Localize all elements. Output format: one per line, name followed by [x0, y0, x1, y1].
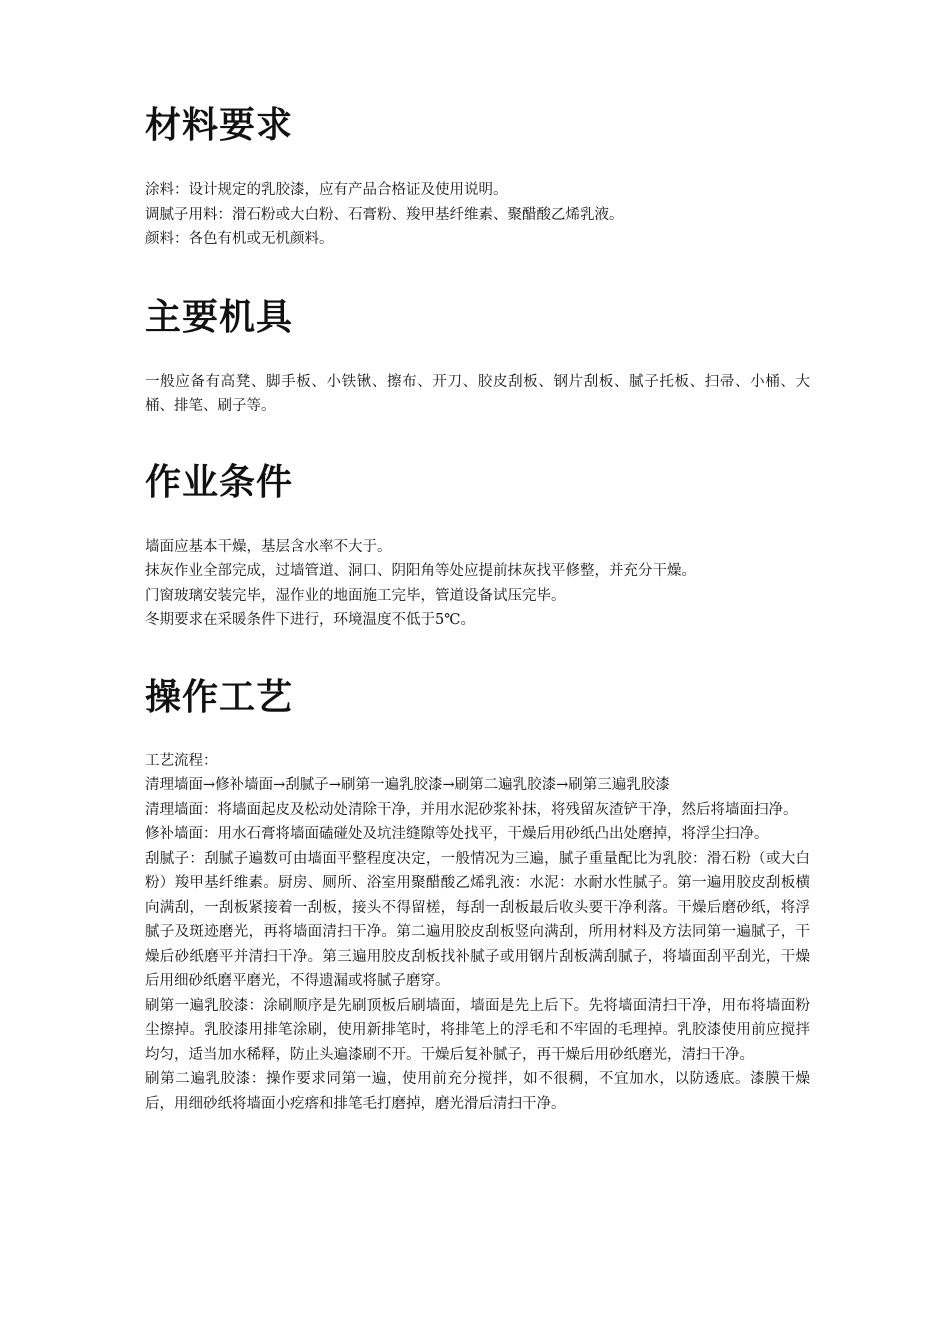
paragraph: 清理墙面：将墙面起皮及松动处清除干净，并用水泥砂浆补抹，将残留灰渣铲干净，然后将墙面扫净。 [145, 801, 798, 818]
section-body-process [145, 749, 810, 1117]
paragraph: 抹灰作业全部完成，过墙管道、洞口、阴阳角等处应提前抹灰找平修整，并充分干燥。 [145, 563, 696, 579]
paragraph: 涂料：设计规定的乳胶漆，应有产品合格证及使用说明。 [145, 182, 508, 198]
paragraph: 颜料：各色有机或无机颜料。 [145, 231, 334, 247]
document-page [145, 0, 810, 1116]
section-title-conditions: 作业条件 [145, 461, 294, 503]
paragraph: 墙面应基本干燥，基层含水率不大于。 [145, 538, 392, 555]
paragraph: 刷第一遍乳胶漆：涂刷顺序是先刷顶板后刷墙面，墙面是先上后下。先将墙面清扫干净，用布将墙面粉尘擦掉。乳胶漆用排笔涂刷，使用新排笔时，将排笔上的浮毛和不牢固的毛理掉。乳胶漆使用前应搅拌均匀，适当加水稀释，防止头遍漆刷不开。干燥后复补腻子，再干燥后用砂纸磨光，清扫干净。 [145, 997, 810, 1063]
section-title-tools: 主要机具 [145, 296, 294, 338]
paragraph: 修补墙面：用水石膏将墙面磕碰处及坑洼缝隙等处找平，干燥后用砂纸凸出处磨掉，将浮尘扫净。 [145, 826, 769, 842]
paragraph: 刮腻子：刮腻子遍数可由墙面平整程度决定，一般情况为三遍，腻子重量配比为乳胶：滑石粉（或大白粉）羧甲基纤维素。厨房、厕所、浴室用聚醋酸乙烯乳液：水泥：水耐水性腻子。第一遍用胶皮刮板横向满刮，一刮板紧接着一刮板，接头不得留槎，每刮一刮板最后收头要干净利落。干燥后磨砂纸，将浮腻子及斑迹磨光，再将墙面清扫干净。第二遍用胶皮刮板竖向满刮，所用材料及方法同第一遍腻子，干燥后砂纸磨平并清扫干净。第三遍用胶皮刮板找补腻子或用钢片刮板满刮腻子，将墙面刮平刮光，干燥后用细砂纸磨平磨光，不得遗漏或将腻子磨穿。 [145, 850, 810, 989]
section-title-process: 操作工艺 [145, 676, 294, 718]
paragraph: 刷第二遍乳胶漆：操作要求同第一遍，使用前充分搅拌，如不很稠，不宜加水，以防透底。漆膜干燥后，用细砂纸将墙面小疙瘩和排笔毛打磨掉，磨光滑后清扫干净。 [145, 1071, 810, 1112]
section-body-conditions [145, 535, 810, 633]
paragraph: 清理墙面→修补墙面→刮腻子→刷第一遍乳胶漆→刷第二遍乳胶漆→刷第三遍乳胶漆 [145, 777, 670, 793]
paragraph: 门窗玻璃安装完毕，湿作业的地面施工完毕，管道设备试压完毕。 [145, 587, 566, 604]
section-title-materials: 材料要求 [145, 105, 294, 146]
paragraph: 一般应备有高凳、脚手板、小铁锹、擦布、开刀、胶皮刮板、钢片刮板、腻子托板、扫帚、小桶、大桶、排笔、刷子等。 [145, 373, 810, 414]
paragraph: 调腻子用料：滑石粉或大白粉、石膏粉、羧甲基纤维素、聚醋酸乙烯乳液。 [145, 206, 624, 223]
paragraph: 工艺流程： [145, 752, 218, 769]
section-body-materials [145, 178, 810, 252]
paragraph: 冬期要求在采暖条件下进行，环境温度不低于5℃。 [145, 612, 475, 628]
section-body-tools [145, 370, 810, 419]
